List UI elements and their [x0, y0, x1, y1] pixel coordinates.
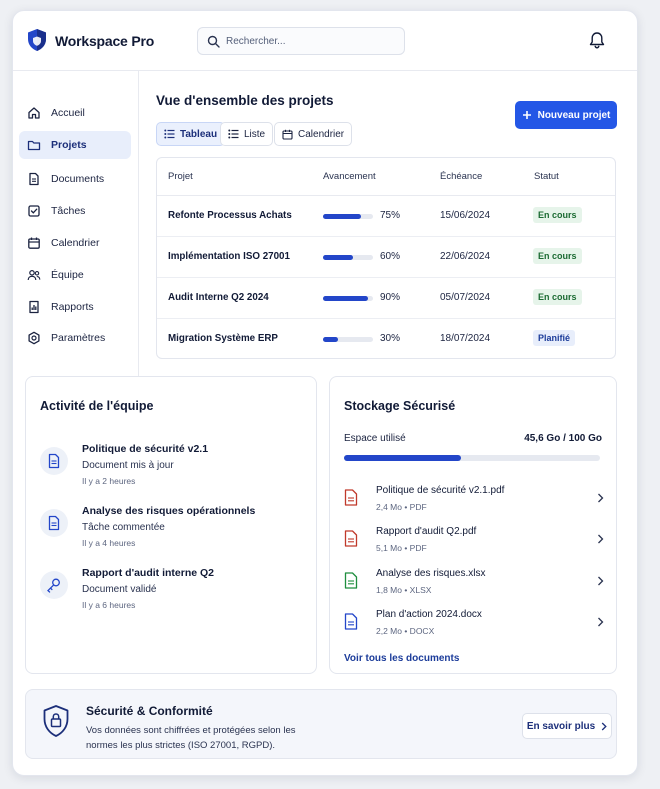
see-all-documents-link[interactable]: Voir tous les documents [344, 653, 460, 664]
file-name: Rapport d'audit Q2.pdf [376, 526, 477, 537]
file-meta: 5,1 Mo • PDF [376, 543, 427, 553]
activity-item[interactable] [40, 567, 310, 623]
key-icon [40, 571, 68, 599]
calendar-icon [282, 129, 293, 140]
progress-bar [323, 255, 373, 260]
storage-used-value: 45,6 Go / 100 Go [524, 433, 602, 444]
activity-item[interactable] [40, 443, 310, 499]
learn-more-button[interactable] [522, 713, 612, 739]
activity-item-subtitle: Document validé [82, 584, 157, 595]
calendar-icon [27, 236, 41, 250]
sidebar-item-parametres[interactable] [19, 324, 131, 352]
chevron-right-icon [597, 617, 604, 627]
file-item[interactable] [344, 607, 604, 643]
column-header-avancement: Avancement [323, 171, 376, 182]
sidebar-item-label: Accueil [51, 107, 85, 119]
activity-title: Activité de l'équipe [40, 399, 154, 413]
security-banner [25, 689, 617, 759]
table-row[interactable] [157, 237, 615, 278]
tab-label: Tableau [180, 128, 218, 140]
projects-title: Vue d'ensemble des projets [156, 93, 334, 108]
progress-bar [323, 337, 373, 342]
new-project-label: Nouveau projet [537, 109, 611, 121]
app-title: Workspace Pro [55, 33, 155, 49]
storage-used-label: Espace utilisé [344, 433, 406, 444]
project-name: Audit Interne Q2 2024 [168, 292, 269, 303]
file-name: Politique de sécurité v2.1.pdf [376, 485, 505, 496]
sidebar-item-label: Rapports [51, 301, 94, 313]
file-name: Analyse des risques.xlsx [376, 568, 486, 579]
project-name: Refonte Processus Achats [168, 210, 292, 221]
status-badge: Planifié [533, 330, 575, 346]
sidebar-item-documents[interactable] [19, 165, 131, 193]
sidebar [13, 71, 139, 376]
table-row[interactable] [157, 278, 615, 319]
progress-value: 90% [380, 292, 401, 303]
project-name: Implémentation ISO 27001 [168, 251, 290, 262]
plus-icon [522, 110, 532, 120]
activity-item[interactable] [40, 505, 310, 561]
storage-title: Stockage Sécurisé [344, 399, 456, 413]
sidebar-item-label: Projets [51, 139, 87, 151]
sidebar-item-taches[interactable] [19, 197, 131, 225]
column-header-statut: Statut [534, 171, 559, 182]
activity-item-subtitle: Tâche commentée [82, 522, 165, 533]
chevron-right-icon [601, 722, 607, 731]
chevron-right-icon [597, 576, 604, 586]
status-badge: En cours [533, 248, 582, 264]
activity-item-title: Politique de sécurité v2.1 [82, 443, 209, 455]
sidebar-item-label: Tâches [51, 205, 86, 217]
progress-value: 60% [380, 251, 401, 262]
tab-tableau[interactable] [156, 122, 225, 146]
folder-icon [27, 138, 41, 152]
tab-liste[interactable] [220, 122, 273, 146]
activity-item-time: Il y a 6 heures [82, 600, 136, 610]
search-icon [207, 35, 220, 48]
projects-table [156, 157, 616, 359]
document-icon [40, 447, 68, 475]
gear-icon [27, 331, 41, 345]
column-header-echeance: Échéance [440, 171, 483, 182]
due-date: 15/06/2024 [440, 210, 491, 221]
storage-bar [344, 455, 600, 461]
sidebar-item-projets[interactable] [19, 131, 131, 159]
table-row[interactable] [157, 196, 615, 237]
progress-value: 75% [380, 210, 401, 221]
pdf-file-icon [344, 489, 358, 506]
project-name: Migration Système ERP [168, 333, 278, 344]
shield-logo-icon [27, 28, 47, 52]
document-icon [27, 172, 41, 186]
pdf-file-icon [344, 530, 358, 547]
chevron-right-icon [597, 493, 604, 503]
app-window [12, 10, 638, 776]
activity-item-title: Rapport d'audit interne Q2 [82, 567, 215, 579]
sidebar-item-label: Paramètres [51, 332, 106, 344]
tab-label: Calendrier [298, 128, 345, 140]
chevron-right-icon [597, 534, 604, 544]
bell-icon[interactable] [589, 31, 605, 49]
document-icon [40, 509, 68, 537]
security-title: Sécurité & Conformité [86, 704, 213, 718]
secure-storage-card [329, 376, 617, 674]
file-item[interactable] [344, 566, 604, 602]
due-date: 22/06/2024 [440, 251, 491, 262]
search-box[interactable] [197, 27, 405, 55]
column-header-projet: Projet [168, 171, 193, 182]
top-header [13, 11, 638, 71]
sidebar-item-label: Équipe [51, 269, 84, 281]
sidebar-item-label: Documents [51, 173, 105, 185]
activity-item-title: Analyse des risques opérationnels [82, 505, 256, 517]
status-badge: En cours [533, 289, 582, 305]
docx-file-icon [344, 613, 358, 630]
list-icon [228, 129, 239, 139]
progress-bar [323, 214, 373, 219]
sidebar-item-label: Calendrier [51, 237, 100, 249]
due-date: 18/07/2024 [440, 333, 491, 344]
activity-item-time: Il y a 4 heures [82, 538, 136, 548]
search-input[interactable] [226, 33, 396, 49]
security-text: Vos données sont chiffrées et protégées selon les normes les plus strictes (ISO 27001, RGPD). [86, 725, 296, 751]
progress-value: 30% [380, 333, 401, 344]
xlsx-file-icon [344, 572, 358, 589]
file-item[interactable] [344, 483, 604, 519]
checkbox-icon [27, 204, 41, 218]
file-name: Plan d'action 2024.docx [376, 609, 482, 620]
sidebar-item-rapports[interactable] [19, 293, 131, 321]
sidebar-item-equipe[interactable] [19, 261, 131, 289]
new-project-button[interactable] [515, 101, 617, 129]
status-badge: En cours [533, 207, 582, 223]
activity-item-time: Il y a 2 heures [82, 476, 136, 486]
tab-label: Liste [244, 128, 266, 140]
progress-bar [323, 296, 373, 301]
due-date: 05/07/2024 [440, 292, 491, 303]
list-icon [164, 129, 175, 139]
tab-calendrier[interactable] [274, 122, 352, 146]
file-meta: 2,4 Mo • PDF [376, 502, 427, 512]
home-icon [27, 106, 41, 120]
file-meta: 1,8 Mo • XLSX [376, 585, 432, 595]
report-icon [27, 300, 41, 314]
activity-item-subtitle: Document mis à jour [82, 460, 174, 471]
users-icon [27, 268, 41, 282]
file-item[interactable] [344, 524, 604, 560]
shield-lock-icon [42, 704, 70, 738]
learn-more-label: En savoir plus [526, 720, 596, 732]
file-meta: 2,2 Mo • DOCX [376, 626, 435, 636]
table-row[interactable] [157, 319, 615, 359]
sidebar-item-accueil[interactable] [19, 99, 131, 127]
sidebar-item-calendrier[interactable] [19, 229, 131, 257]
team-activity-card [25, 376, 317, 674]
table-header [157, 158, 615, 196]
